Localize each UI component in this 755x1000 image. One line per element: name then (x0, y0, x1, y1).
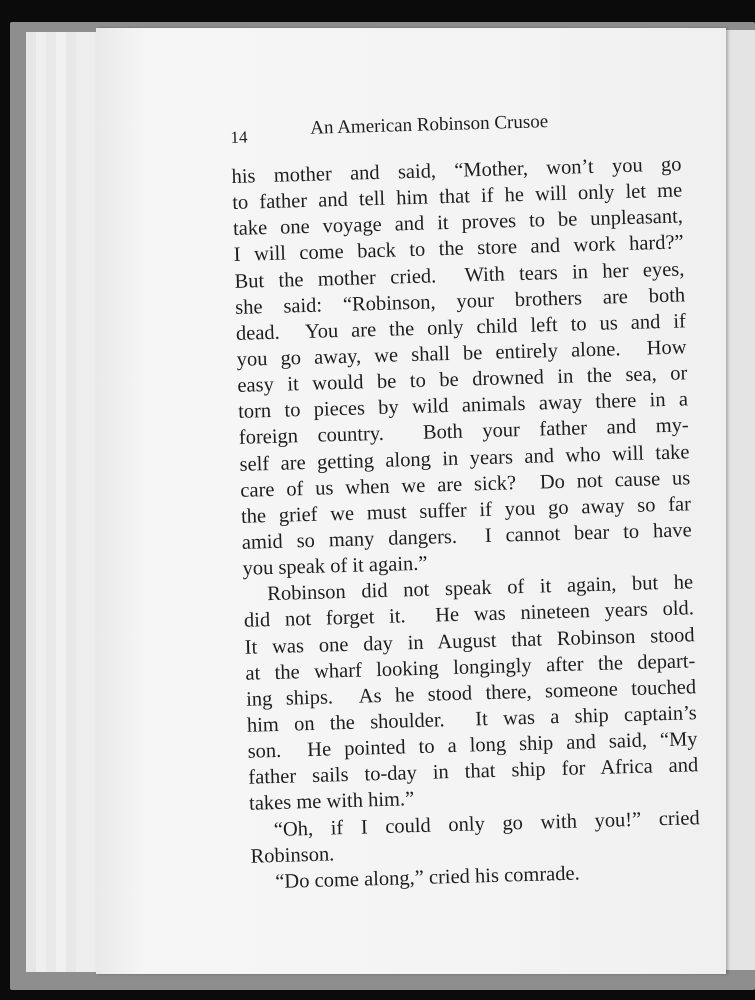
text-line-content: self are getting along in years and who will take (239, 440, 690, 476)
text-line-content: dead. You are the only child left to us and if (235, 310, 687, 345)
text-line-content: torn to pieces by wild animals away there in a (237, 388, 689, 424)
text-line-content: she said: “Robinson, your brothers are both (234, 284, 686, 319)
page-text (230, 107, 701, 895)
text-line-content: I will come back to the store and work hard?” (233, 231, 684, 267)
page-number: 14 (230, 127, 248, 147)
facing-page-edge (724, 30, 755, 970)
text-line-content: Robinson. (250, 843, 335, 868)
text-line-content: father sails to-day in that ship for Africa and (248, 754, 699, 789)
text-line-content: “Do come along,” cried his comrade. (274, 862, 581, 893)
text-line-content: amid so many dangers. I cannot bear to have (241, 519, 692, 554)
text-line-content: him on the shoulder. It was a ship captain’s (246, 702, 698, 737)
text-line-content: takes me with him.” (248, 788, 415, 816)
text-line-content: But the mother cried. With tears in her eyes, (234, 257, 685, 293)
text-line-content: you go away, we shall be entirely alone. How (236, 336, 687, 371)
text-line-content: to father and tell him that if he will only let me (232, 179, 683, 215)
body-text (231, 151, 701, 895)
text-line-content: son. He pointed to a long ship and said, “My (247, 728, 698, 763)
text-line-content: take one voyage and it proves to be unpleasant, (232, 205, 684, 241)
running-title: An American Robinson Crusoe (309, 111, 549, 139)
text-line-content: care of us when we are sick? Do not cause us (240, 466, 691, 502)
text-line-content: you speak of it again.” (242, 552, 428, 580)
text-line-content: at the wharf looking longingly after the depart- (245, 649, 696, 685)
text-line-content: the grief we must suffer if you go away so far (240, 493, 692, 528)
text-line-content: his mother and said, “Mother, won’t you go (231, 153, 682, 188)
text-line-content: did not forget it. He was nineteen years old. (243, 597, 695, 633)
text-line-content: “Oh, if I could only go with you!” cried (273, 806, 700, 841)
text-line-content: Robinson did not speak of it again, but he (266, 571, 694, 606)
text-line-content: It was one day in August that Robinson stood (244, 623, 695, 659)
text-line-content: foreign country. Both your father and my- (238, 414, 690, 450)
text-line-content: easy it would be to be drowned in the sea, or (237, 362, 688, 398)
text-line-content: ing ships. As he stood there, someone touched (245, 676, 697, 711)
